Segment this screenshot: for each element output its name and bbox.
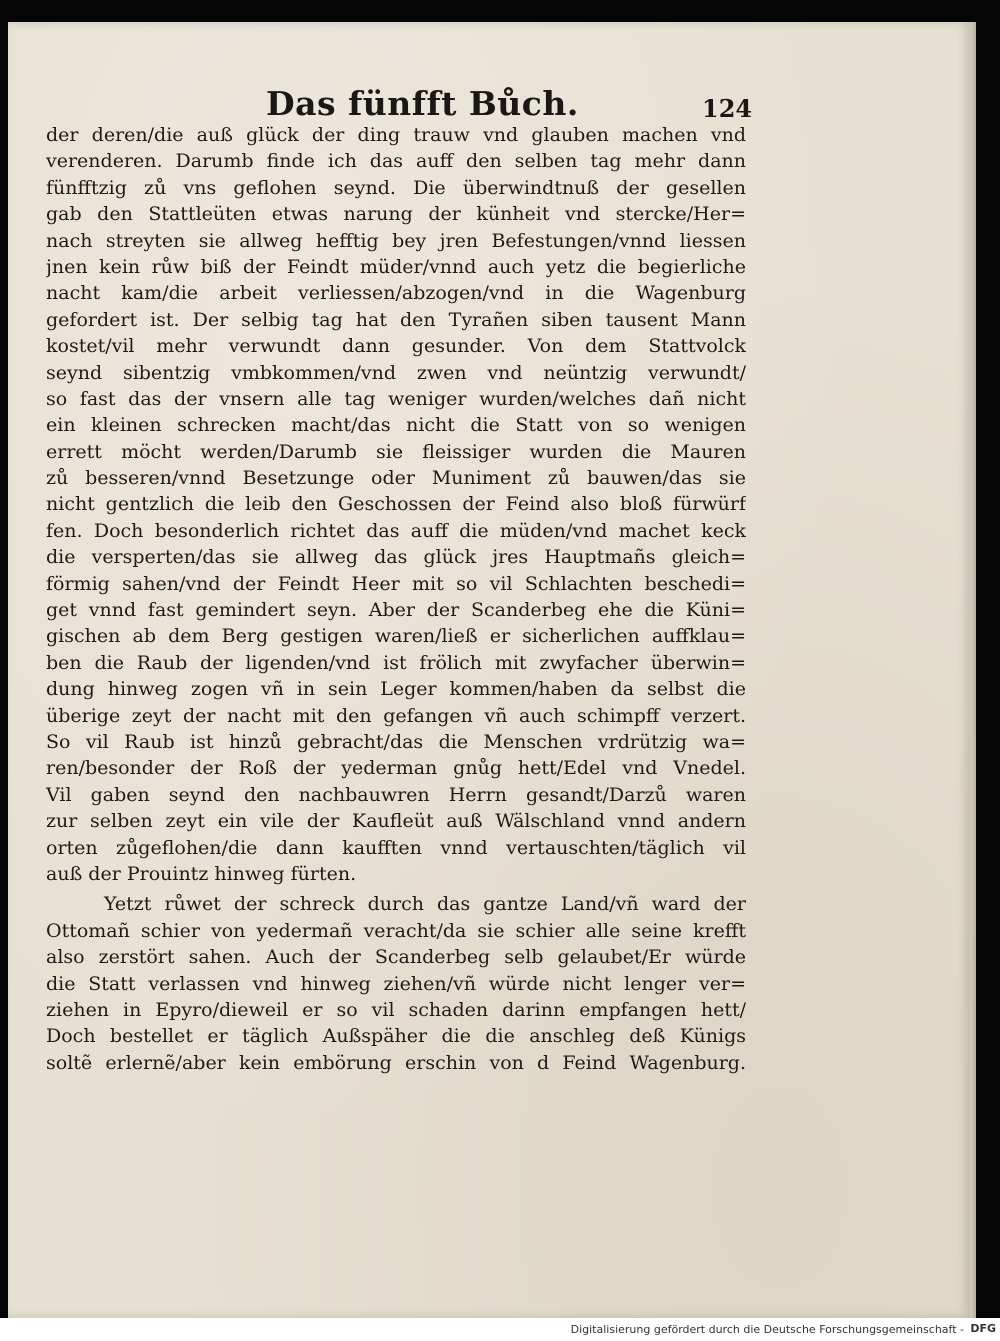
text-line: verenderen. Darumb finde ich das auff den selben tag mehr dann [46, 150, 746, 173]
text-line: Doch bestellet er täglich Außspäher die die anschleg deß Künigs [46, 1025, 746, 1048]
book-page [8, 22, 972, 1318]
text-line: seynd sibentzig vmbkommen/vnd zwen vnd neüntzig verwundt/ [46, 361, 746, 384]
text-line: fünfftzig zů vns geflohen seynd. Die überwindtnuß der gesellen [46, 176, 746, 199]
body-text [46, 122, 746, 1076]
text-line: also zerstört sahen. Auch der Scanderbeg selb gelaubet/Er würde [46, 946, 746, 969]
text-line: gab den Stattleüten etwas narung der künheit vnd stercke/Her= [46, 203, 746, 226]
text-line: get vnnd fast gemindert seyn. Aber der Scanderbeg ehe die Küni= [46, 599, 746, 622]
text-line: der deren/die auß glück der ding trauw vnd glauben machen vnd [46, 124, 746, 146]
text-line: ren/besonder der Roß der yederman gnůg hett/Edel vnd Vnedel. [46, 757, 746, 780]
page-number: 124 [702, 94, 753, 123]
text-line: die versperten/das sie allweg das glück jres Hauptmañs gleich= [46, 546, 746, 569]
text-line: gischen ab dem Berg gestigen waren/ließ er sicherlichen auffklau= [46, 625, 746, 648]
page-edge [970, 22, 976, 1318]
running-title: Das fünfft Bůch. [266, 84, 579, 123]
text-line: errett möcht werden/Darumb sie fleissiger wurden die Mauren [46, 440, 746, 463]
text-line: nicht gentzlich die leib den Geschossen der Feind also bloß fürwürf [46, 493, 746, 516]
text-line: so fast das der vnsern alle tag weniger wurden/welches dañ nicht [46, 387, 746, 410]
text-line: nacht kam/die arbeit verliessen/abzogen/vnd in die Wagenburg [46, 282, 746, 305]
text-line: Vil gaben seynd den nachbauwren Herrn gesandt/Darzů waren [46, 783, 746, 806]
text-line: förmig sahen/vnd der Feindt Heer mit so vil Schlachten beschedi= [46, 572, 746, 595]
text-line: orten zůgeflohen/die dann kaufften vnnd vertauschten/täglich vil [46, 836, 746, 859]
funding-credit: Digitalisierung gefördert durch die Deutsche Forschungsgemeinschaft - [570, 1323, 964, 1336]
text-line: Ottomañ schier von yedermañ veracht/da sie schier alle seine krefft [46, 919, 746, 942]
text-line: So vil Raub ist hinzů gebracht/das die Menschen vrdrützig wa= [46, 730, 746, 753]
text-line: Yetzt růwet der schreck durch das gantze Land/vñ ward der [104, 893, 746, 916]
text-line: dung hinweg zogen vñ in sein Leger kommen/haben da selbst die [46, 678, 746, 701]
text-line: gefordert ist. Der selbig tag hat den Tyrañen siben tausent Mann [46, 308, 746, 331]
text-line: überige zeyt der nacht mit den gefangen vñ auch schimpff verzert. [46, 704, 746, 727]
dfg-logo: DFG [970, 1322, 996, 1335]
text-line: zů besseren/vnnd Besetzunge oder Muniment zů bauwen/das sie [46, 467, 746, 490]
text-line: kostet/vil mehr verwundt dann gesunder. Von dem Stattvolck [46, 335, 746, 358]
text-line: soltẽ erlernẽ/aber kein embörung erschin von d Feind Wagenburg. [46, 1051, 746, 1074]
text-line: auß der Prouintz hinweg fürten. [46, 862, 357, 885]
text-line: ein kleinen schrecken macht/das nicht die Statt von so wenigen [46, 414, 746, 437]
text-line: ben die Raub der ligenden/vnd ist frölich mit zwyfacher überwin= [46, 651, 746, 674]
paragraph-1 [46, 122, 746, 887]
paragraph-2 [46, 891, 746, 1076]
text-line: zur selben zeyt ein vile der Kaufleüt auß Wälschland vnnd andern [46, 810, 746, 833]
text-line: die Statt verlassen vnd hinweg ziehen/vñ würde nicht lenger ver= [46, 972, 746, 995]
text-line: jnen kein růw biß der Feindt müder/vnnd auch yetz die begierliche [46, 255, 746, 278]
text-line: ziehen in Epyro/dieweil er so vil schaden darinn empfangen hett/ [46, 998, 746, 1021]
text-line: fen. Doch besonderlich richtet das auff die müden/vnd machet keck [46, 519, 746, 542]
text-line: nach streyten sie allweg hefftig bey jren Befestungen/vnnd liessen [46, 229, 746, 252]
footer-bar [0, 1318, 1000, 1341]
